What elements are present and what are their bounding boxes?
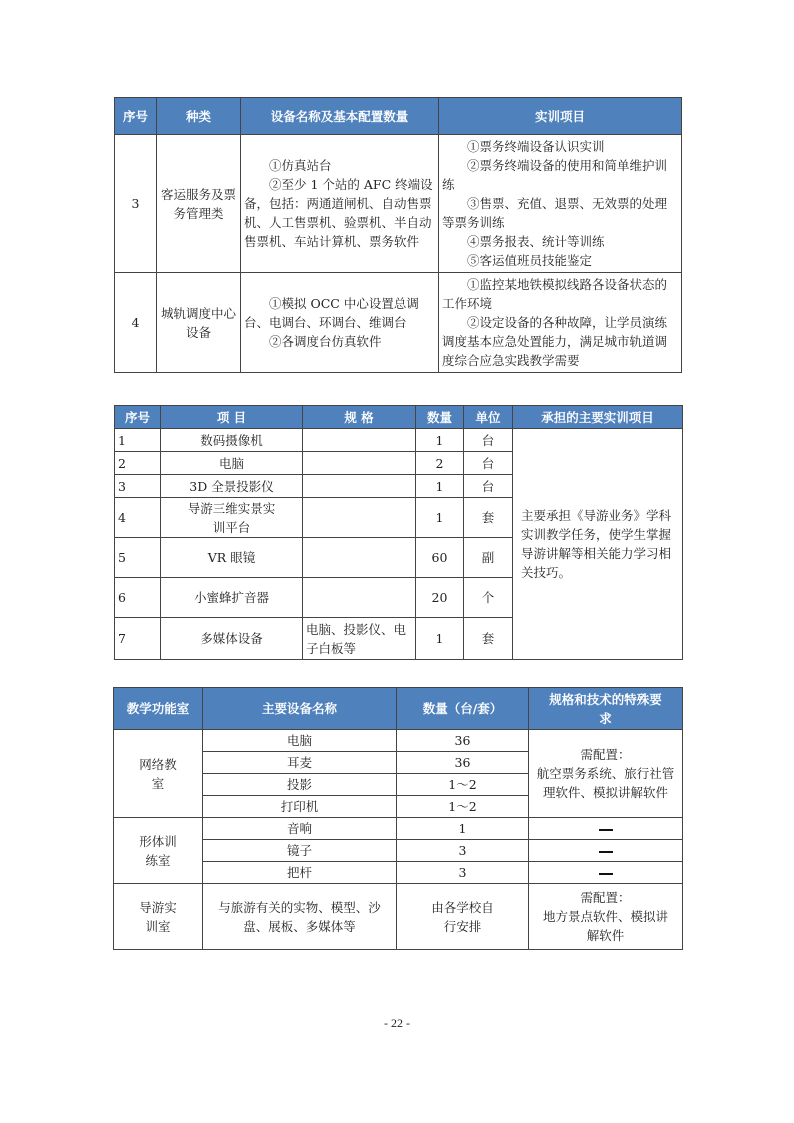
dash-icon (599, 873, 613, 875)
header-cell: 规 格 (303, 406, 416, 429)
header-cell: 数量 (416, 406, 464, 429)
equipment-name-cell: 耳麦 (203, 752, 397, 774)
header-cell: 教学功能室 (114, 688, 203, 730)
header-cell: 项 目 (161, 406, 303, 429)
equipment-name-cell: 电脑 (203, 730, 397, 752)
dash-icon (599, 829, 613, 831)
item-cell: 电脑 (161, 452, 303, 475)
training-equipment-table-2 (114, 405, 683, 660)
requirement-line: 需配置： (580, 890, 631, 905)
qty-cell: 20 (416, 578, 464, 618)
spec-cell (303, 429, 416, 452)
qty-cell: 2 (416, 452, 464, 475)
qty-cell: 3 (397, 840, 529, 862)
header-cell: 序号 (115, 406, 161, 429)
unit-cell: 套 (464, 498, 513, 538)
main-project-cell: 主要承担《导游业务》学科实训教学任务，使学生掌握导游讲解等相关能力学习相关技巧。 (513, 429, 683, 660)
header-cell: 规格和技术的特殊要求 (529, 688, 683, 730)
unit-cell: 台 (464, 452, 513, 475)
item-cell: 数码摄像机 (161, 429, 303, 452)
category-cell: 客运服务及票务管理类 (157, 135, 241, 273)
spec-cell (303, 538, 416, 578)
qty-cell: 1 (416, 429, 464, 452)
qty-cell: 36 (397, 730, 529, 752)
item-cell: 导游三维实景实训平台 (161, 498, 303, 538)
room-cell: 形体训练室 (114, 818, 203, 884)
training-equipment-table-1 (114, 97, 682, 373)
function-room-table (113, 687, 683, 950)
header-cell: 承担的主要实训项目 (513, 406, 683, 429)
item-cell: 3D 全景投影仪 (161, 475, 303, 498)
requirement-cell (529, 884, 683, 950)
item-cell: VR 眼镜 (161, 538, 303, 578)
qty-cell: 由各学校自行安排 (397, 884, 529, 950)
row-number: 3 (115, 135, 157, 273)
table-header-row (114, 688, 683, 730)
qty-cell: 3 (397, 862, 529, 884)
row-number: 3 (115, 475, 161, 498)
equipment-cell (241, 273, 439, 373)
room-cell: 网络教室 (114, 730, 203, 818)
spec-cell (303, 498, 416, 538)
header-cell: 主要设备名称 (203, 688, 397, 730)
header-cell: 实训项目 (439, 98, 682, 135)
row-number: 1 (115, 429, 161, 452)
equipment-name-cell: 镜子 (203, 840, 397, 862)
equipment-line: ②至少 1 个站的 AFC 终端设备，包括：两通道闸机、自动售票机、人工售票机、验票机、半自动售票机、车站计算机、票务软件 (244, 177, 433, 249)
equipment-name-cell: 投影 (203, 774, 397, 796)
unit-cell: 个 (464, 578, 513, 618)
equipment-line: ②各调度台仿真软件 (269, 334, 382, 349)
equipment-line: ①模拟 OCC 中心设置总调台、电调台、环调台、维调台 (244, 296, 419, 330)
item-cell: 多媒体设备 (161, 618, 303, 660)
qty-cell: 1 (397, 818, 529, 840)
header-cell: 设备名称及基本配置数量 (241, 98, 439, 135)
row-number: 4 (115, 498, 161, 538)
unit-cell: 副 (464, 538, 513, 578)
spec-cell: 电脑、投影仪、电子白板等 (303, 618, 416, 660)
project-line: ③售票、充值、退票、无效票的处理等票务训练 (442, 196, 668, 230)
category-cell: 城轨调度中心设备 (157, 273, 241, 373)
unit-cell: 套 (464, 618, 513, 660)
table-row (114, 818, 683, 840)
requirement-cell (529, 862, 683, 884)
qty-cell: 1 (416, 618, 464, 660)
unit-cell: 台 (464, 475, 513, 498)
row-number: 6 (115, 578, 161, 618)
table-header-row (115, 98, 682, 135)
requirement-line: 地方景点软件、模拟讲解软件 (543, 909, 669, 943)
header-cell: 单位 (464, 406, 513, 429)
equipment-name-cell: 与旅游有关的实物、模型、沙盘、展板、多媒体等 (203, 884, 397, 950)
equipment-line: ①仿真站台 (269, 158, 332, 173)
table-header-row (115, 406, 683, 429)
item-cell: 小蜜蜂扩音器 (161, 578, 303, 618)
project-line: ⑤客运值班员技能鉴定 (467, 253, 593, 268)
unit-cell: 台 (464, 429, 513, 452)
spec-cell (303, 578, 416, 618)
project-line: ②票务终端设备的使用和简单维护训练 (442, 158, 668, 192)
requirement-cell (529, 840, 683, 862)
row-number: 2 (115, 452, 161, 475)
requirement-cell (529, 730, 683, 818)
project-cell (439, 135, 682, 273)
equipment-name-cell: 把杆 (203, 862, 397, 884)
equipment-name-cell: 音响 (203, 818, 397, 840)
requirement-cell (529, 818, 683, 840)
project-cell (439, 273, 682, 373)
project-line: ①票务终端设备认识实训 (467, 139, 605, 154)
table-row (114, 730, 683, 752)
qty-cell: 1 (416, 498, 464, 538)
table-row (115, 135, 682, 273)
project-line: ②设定设备的各种故障，让学员演练调度基本应急处置能力，满足城市轨道调度综合应急实践教学需要 (442, 315, 668, 368)
header-cell: 序号 (115, 98, 157, 135)
qty-cell: 36 (397, 752, 529, 774)
requirement-line: 航空票务系统、旅行社管理软件、模拟讲解软件 (536, 766, 675, 800)
equipment-name-cell: 打印机 (203, 796, 397, 818)
qty-cell: 1～2 (397, 796, 529, 818)
project-line: ①监控某地铁模拟线路各设备状态的工作环境 (442, 277, 668, 311)
table-row (114, 884, 683, 950)
row-number: 7 (115, 618, 161, 660)
row-number: 4 (115, 273, 157, 373)
page-number: - 22 - (384, 1016, 410, 1030)
dash-icon (599, 851, 613, 853)
spec-cell (303, 475, 416, 498)
qty-cell: 60 (416, 538, 464, 578)
qty-cell: 1～2 (397, 774, 529, 796)
equipment-cell (241, 135, 439, 273)
table-row (115, 429, 683, 452)
requirement-line: 需配置： (580, 747, 631, 762)
spec-cell (303, 452, 416, 475)
qty-cell: 1 (416, 475, 464, 498)
project-line: ④票务报表、统计等训练 (467, 234, 605, 249)
room-cell: 导游实训室 (114, 884, 203, 950)
table-row (115, 273, 682, 373)
header-cell: 种类 (157, 98, 241, 135)
row-number: 5 (115, 538, 161, 578)
header-cell: 数量（台/套） (397, 688, 529, 730)
